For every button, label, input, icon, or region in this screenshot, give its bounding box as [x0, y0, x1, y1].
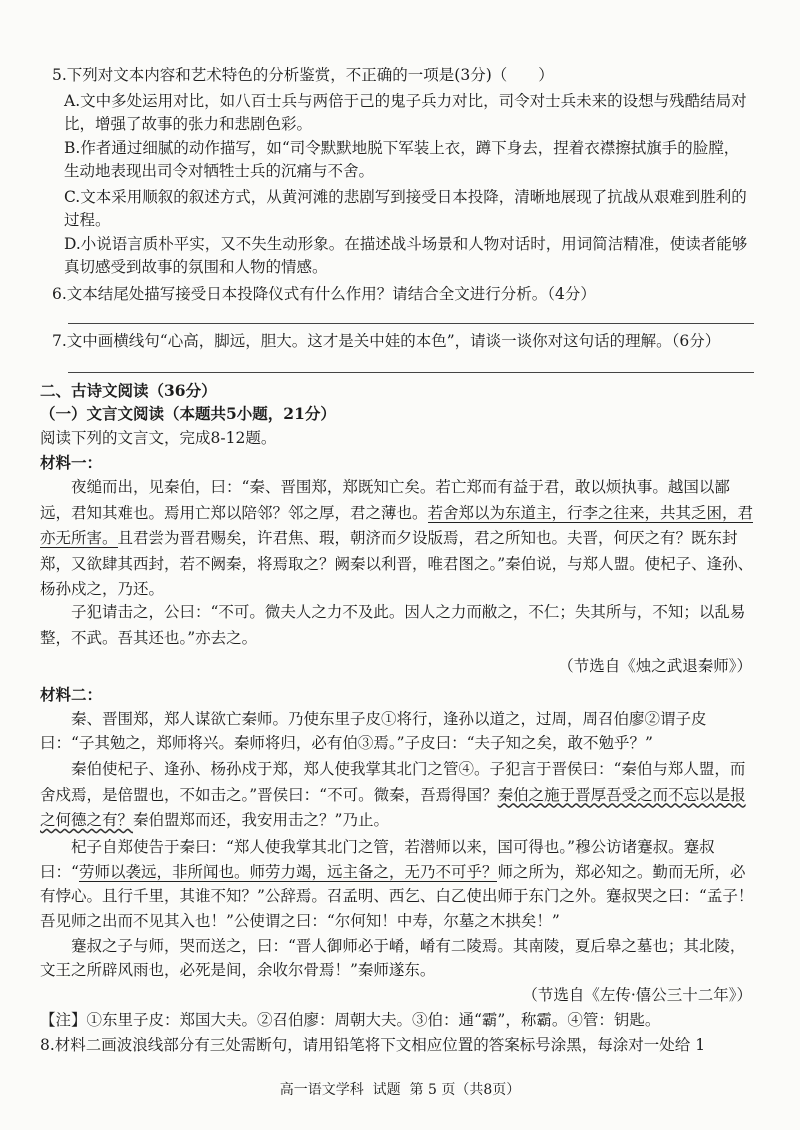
- material-1-paragraph-2: 子犯请击之，公曰：“不可。微夫人之力不及此。因人之力而敝之，不仁；失其所与，不知；以乱易整，不武。吾其还也。”亦去之。: [40, 603, 746, 647]
- answer-line-6: [68, 323, 754, 324]
- material-2-paragraph-2: [40, 757, 760, 834]
- material-2-text-b: 秦伯盟郑而还，我安用击之？”乃止。: [133, 811, 389, 829]
- answer-line-7: [68, 372, 754, 373]
- question-6: 6.文本结尾处描写接受日本投降仪式有什么作用？请结合全文进行分析。（4分）: [52, 285, 596, 303]
- material-2-wavy-line-passage: 秦伯之施于晋厚吾受之而不忘以是报之何德之有？: [40, 785, 746, 829]
- question-7: 7.文中画横线句“心高，脚远，胆大。这才是关中娃的本色”，请谈一谈你对这句话的理解。（6分）: [52, 332, 721, 350]
- page-footer: [40, 1080, 760, 1101]
- material-2-paragraph-3: [40, 835, 760, 933]
- question-5-stem: 5.下列对文本内容和艺术特色的分析鉴赏，不正确的一项是(3分)（ ）: [52, 66, 554, 84]
- material-1-underlined-sentence: 若舍郑以为东道主，行李之往来，共其乏困，君亦无所害。: [40, 503, 754, 547]
- question-5-option-d: D.小说语言质朴平实，又不失生动形象。在描述战斗场景和人物对话时，用词简洁精准，使读者能够真切感受到故事的氛围和人物的情感。: [64, 235, 748, 277]
- section-2-title: 二、古诗文阅读（36分）: [40, 381, 217, 400]
- question-5-option-c: C.文本采用顺叙的叙述方式，从黄河滩的悲剧写到接受日本投降，清晰地展现了抗战从艰难到胜利的过程。: [64, 188, 747, 230]
- section-2-instruction: 阅读下列的文言文，完成8-12题。: [40, 429, 277, 447]
- footer-subject: 高一语文学科: [279, 1082, 364, 1098]
- material-2-label: 材料二：: [40, 685, 103, 704]
- footer-page-number: 第 5 页（共8页）: [409, 1082, 521, 1098]
- question-8: 8.材料二画波浪线部分有三处需断句，请用铅笔将下文相应位置的答案标号涂黑，每涂对一处给 1: [40, 1036, 706, 1054]
- material-1-label: 材料一：: [40, 453, 103, 472]
- section-2-subtitle: （一）文言文阅读（本题共5小题，21分）: [40, 404, 336, 423]
- annotation-notes: 【注】①东里子皮：郑国大夫。②召伯廖：周朝大夫。③伯：通“霸”，称霸。④管：钥匙。: [40, 1011, 661, 1029]
- footer-exam: 试题: [372, 1082, 401, 1098]
- question-5-option-a: A.文中多处运用对比，如八百士兵与两倍于己的鬼子兵力对比，司令对士兵未来的设想与残酷结局对比，增强了故事的张力和悲剧色彩。: [64, 92, 747, 134]
- material-2-underlined-sentence: 劳师以袭远，非所闻也。师劳力竭，远主备之，无乃不可乎？: [78, 862, 498, 881]
- material-1-source: （节选自《烛之武退秦师》）: [558, 657, 752, 675]
- material-2-text-c: 杞子自郑使告于秦曰：“郑人使我掌其北门之管，若潜师以来，国可得也。”穆公访诸蹇叔。蹇叔曰：“: [40, 838, 715, 881]
- material-1-text-a: 夜缒而出，见秦伯，曰：“秦、晋围郑，郑既知亡矣。若亡郑而有益于君，敢以烦执事。越国以鄙远，君知其难也。焉用亡郑以陪邻？邻之厚，君之薄也。: [40, 478, 730, 522]
- material-1-paragraph-1: [40, 475, 760, 603]
- material-2-source: （节选自《左传·僖公三十二年》）: [522, 986, 752, 1004]
- question-5-option-b: B.作者通过细腻的动作描写，如“司令默默地脱下军装上衣，蹲下身去，捏着衣襟擦拭旗手的脸膛，生动地表现出司令对牺牲士兵的沉痛与不舍。: [64, 139, 740, 181]
- material-2-text-a: 秦伯使杞子、逢孙、杨孙戍于郑，郑人使我掌其北门之管④。子犯言于晋侯曰：“秦伯与郑人盟，而舍戍焉，是倍盟也，不如击之。”晋侯曰：“不可。微秦，吾焉得国？: [40, 760, 746, 804]
- material-2-paragraph-1: 秦、晋围郑，郑人谋欲亡秦师。乃使东里子皮①将行，逢孙以道之，过周，周召伯廖②谓子皮曰：“子其勉之，郑师将兴。秦师将归，必有伯③焉。”子皮曰：“夫子知之矣，敢不勉乎？”: [40, 710, 707, 752]
- material-2-paragraph-4: 蹇叔之子与师，哭而送之，曰：“晋人御师必于崤，崤有二陵焉。其南陵，夏后皋之墓也；其北陵，文王之所辟风雨也，必死是间，余收尔骨焉！”秦师遂东。: [40, 937, 746, 979]
- material-2-text-d: 师之所为，郑必知之。勤而无所，必有悖心。且行千里，其谁不知？”公辞焉。召孟明、西乞、白乙使出师于东门之外。蹇叔哭之曰：“孟子！吾见师之出而不见其入也！”公使谓之曰：“尔何知！中寿，尔墓之木拱矣！”: [40, 862, 754, 930]
- material-1-text-b: 且君尝为晋君赐矣，许君焦、瑕，朝济而夕设版焉，君之所知也。夫晋，何厌之有？既东封郑，又欲肆其西封，若不阙秦，将焉取之？阙秦以利晋，唯君图之。”秦伯说，与郑人盟。使杞子、逢孙、杨孙戍之，乃还。: [40, 529, 754, 598]
